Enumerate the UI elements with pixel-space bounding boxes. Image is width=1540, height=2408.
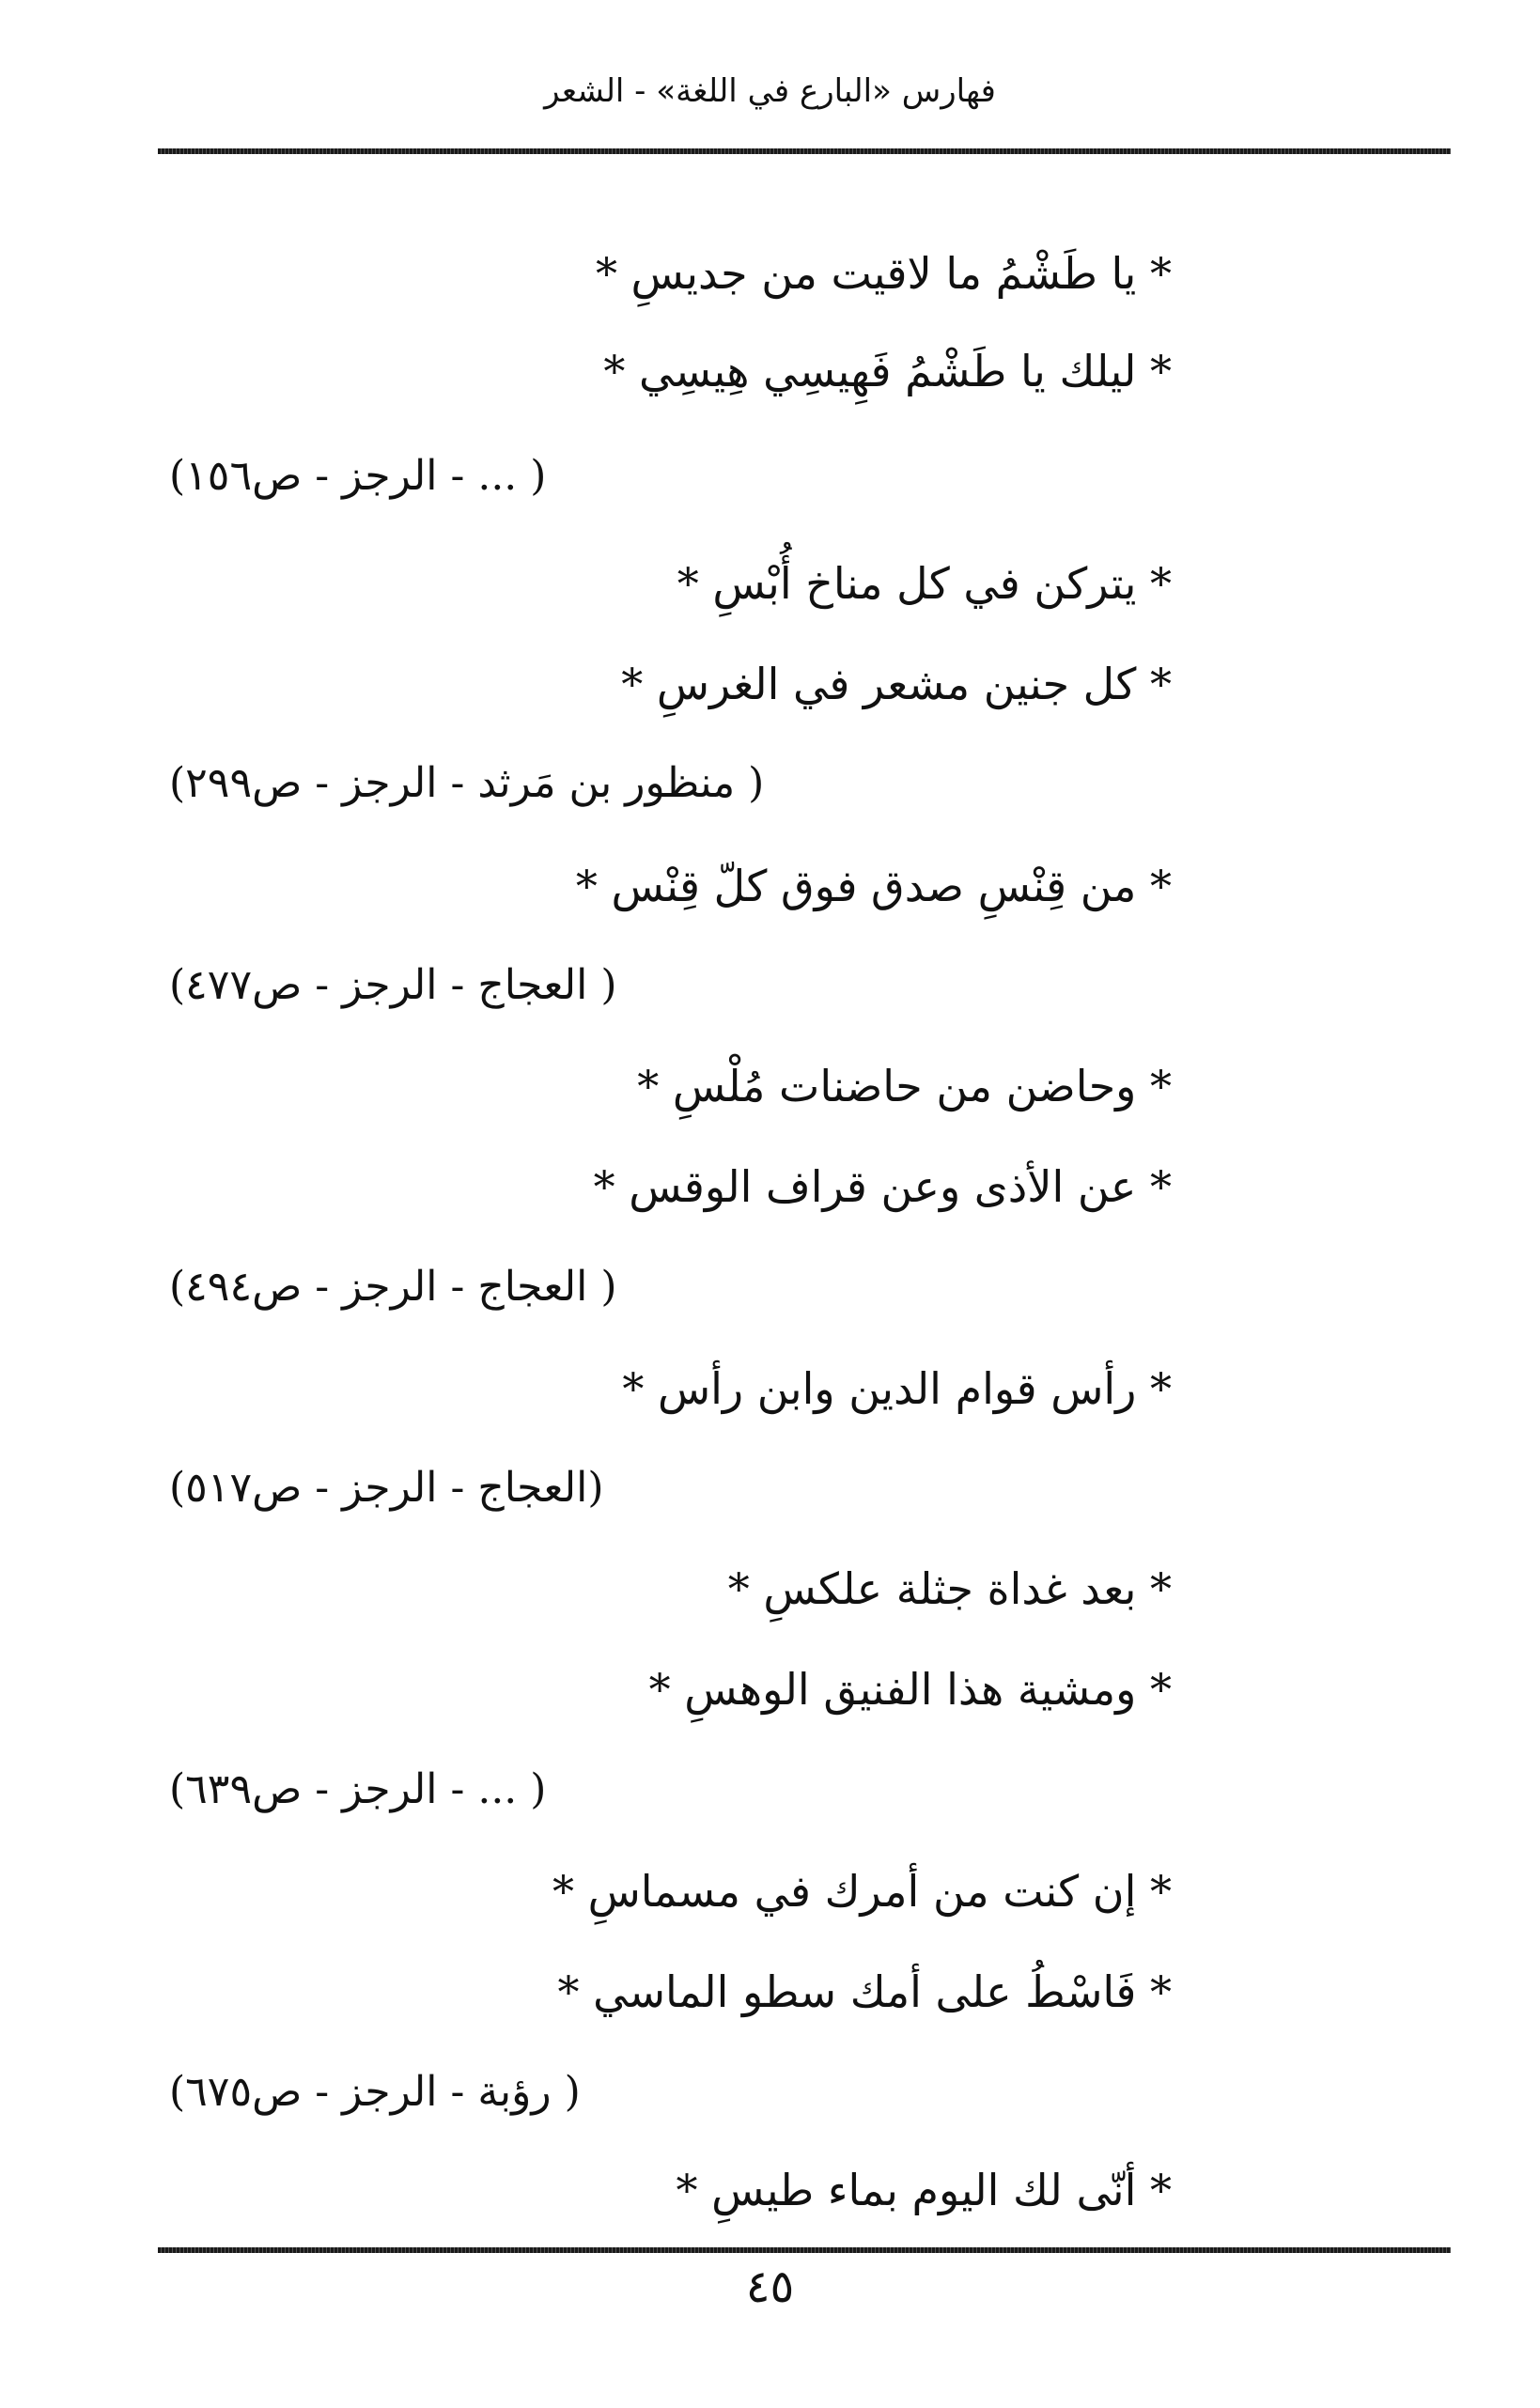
verse-line: * كل جنين مشعر في الغرسِ * bbox=[621, 659, 1172, 709]
verse-line: * ومشية هذا الفنيق الوهسِ * bbox=[648, 1664, 1172, 1715]
verse-line: * وحاضن من حاضنات مُلْسِ * bbox=[637, 1061, 1172, 1111]
page-header-title: فهارس «البارع في اللغة» - الشعر bbox=[544, 72, 996, 110]
verse-line: * يا طَشْمُ ما لاقيت من جديسِ * bbox=[595, 248, 1172, 299]
page-number: ٤٥ bbox=[745, 2260, 795, 2313]
attribution-line: ( العجاج - الرجز - ص٤٩٤) bbox=[169, 1263, 617, 1311]
verse-line: * أنّى لك اليوم بماء طيسِ * bbox=[676, 2165, 1172, 2215]
verse-line: * يتركن في كل مناخ أُبْسِ * bbox=[677, 558, 1172, 609]
verse-line: * رأس قوام الدين وابن رأس * bbox=[622, 1363, 1172, 1414]
verse-line: * إن كنت من أمرك في مسماسِ * bbox=[552, 1866, 1172, 1917]
attribution-line: ( رؤبة - الرجز - ص٦٧٥) bbox=[169, 2068, 581, 2116]
attribution-line: ( ... - الرجز - ص٦٣٩) bbox=[169, 1765, 547, 1813]
attribution-line: ( العجاج - الرجز - ص٤٧٧) bbox=[169, 961, 617, 1009]
verse-line: * فَاسْطُ على أمك سطو الماسي * bbox=[557, 1966, 1172, 2017]
verse-line: * عن الأذى وعن قراف الوقس * bbox=[593, 1161, 1172, 1212]
verse-line: * بعد غداة جثلة علكسِ * bbox=[727, 1563, 1172, 1614]
attribution-line: ( ... - الرجز - ص١٥٦) bbox=[169, 452, 547, 500]
attribution-line: (العجاج - الرجز - ص٥١٧) bbox=[169, 1464, 604, 1512]
footer-divider bbox=[158, 2247, 1451, 2253]
verse-line: * ليلك يا طَشْمُ فَهِيسِي هِيسِي * bbox=[603, 346, 1172, 396]
attribution-line: ( منظور بن مَرثد - الرجز - ص٢٩٩) bbox=[169, 759, 765, 807]
verse-line: * من قِنْسِ صدق فوق كلّ قِنْس * bbox=[575, 861, 1172, 911]
